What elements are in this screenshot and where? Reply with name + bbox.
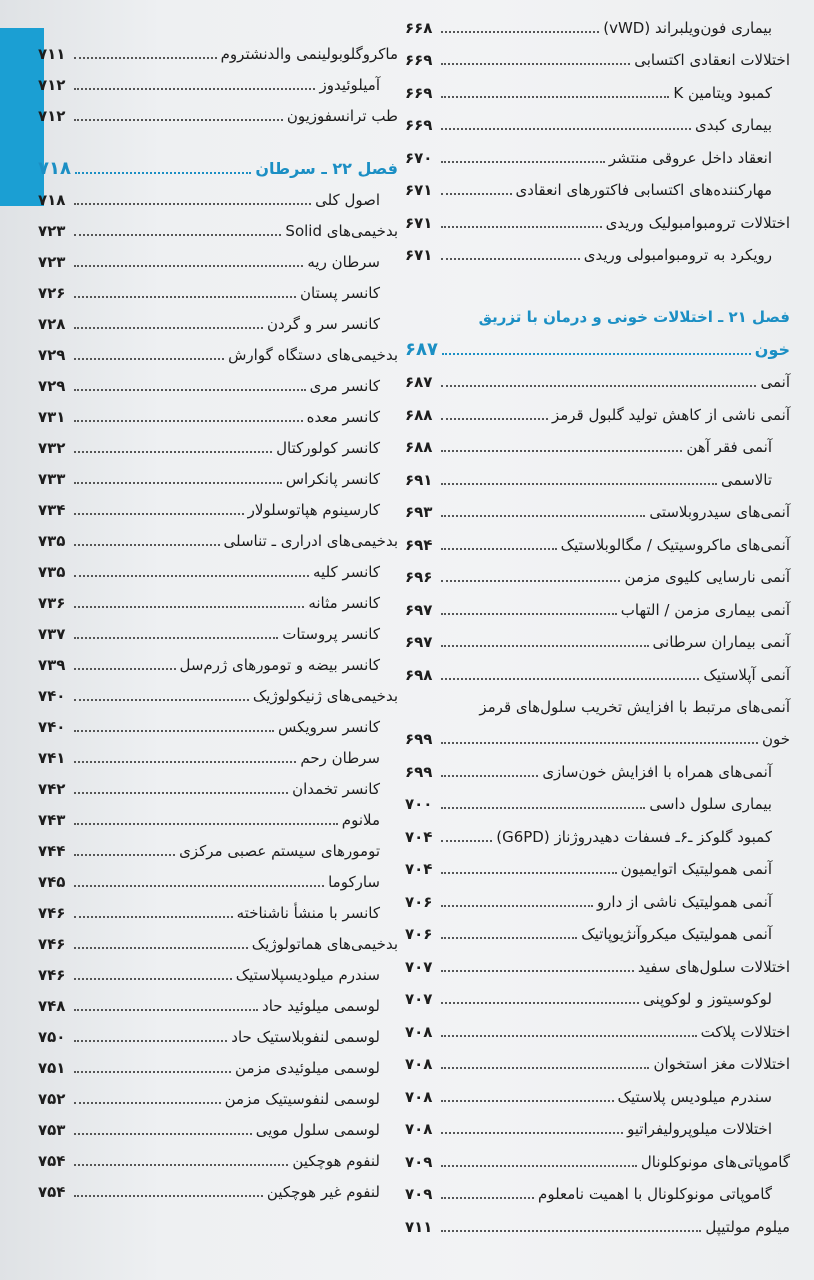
- leader-dots: [441, 1002, 639, 1004]
- toc-entry-title: تومورهای سیستم عصبی مرکزی: [179, 842, 380, 860]
- toc-entry-page: ۷۱۸: [38, 191, 66, 209]
- toc-entry-title: اختلالات مغز استخوان: [653, 1055, 790, 1073]
- toc-entry-title: کانسر سر و گردن: [266, 315, 380, 333]
- toc-entry-page: ۷۰۶: [405, 892, 433, 911]
- toc-entry[interactable]: [405, 1106, 790, 1139]
- leader-dots: [441, 970, 634, 972]
- leader-dots: [74, 203, 311, 205]
- toc-entry-page: ۷۵۱: [38, 1059, 66, 1077]
- toc-entry[interactable]: [405, 781, 790, 814]
- chapter-21-heading-row[interactable]: [405, 326, 790, 359]
- wrapped-entry-line2: خون: [761, 730, 790, 748]
- leader-dots: [74, 88, 315, 90]
- toc-entry[interactable]: [405, 911, 790, 944]
- toc-entry-title: رویکرد به ترومبوامبولی وریدی: [583, 246, 772, 264]
- toc-entry-page: ۷۵۳: [38, 1121, 66, 1139]
- toc-entry[interactable]: [405, 554, 790, 587]
- toc-entry[interactable]: [405, 651, 790, 684]
- chapter-21-page: ۶۸۷: [405, 338, 438, 360]
- leader-dots: [441, 483, 717, 485]
- toc-entry-title: انعقاد داخل عروقی منتشر: [608, 148, 772, 167]
- toc-entry-title: کارسینوم هپاتوسلولار: [247, 501, 380, 519]
- leader-dots: [441, 63, 630, 65]
- toc-entry-page: ۷۰۴: [405, 860, 433, 878]
- chapter-22-heading-text: فصل ۲۲ ـ سرطان: [255, 159, 398, 178]
- toc-entry-title: آنمی فقر آهن: [686, 438, 772, 456]
- toc-entry[interactable]: [38, 32, 398, 63]
- toc-entry[interactable]: [38, 860, 398, 891]
- chapter-22-heading[interactable]: [38, 147, 398, 178]
- toc-entry-page: ۶۸۸: [405, 438, 433, 456]
- chapter-21-heading-line1: فصل ۲۱ ـ اختلالات خونی و درمان با تزریق: [478, 308, 790, 326]
- toc-entry-page: ۷۰۴: [405, 827, 433, 846]
- leader-dots: [74, 1195, 263, 1197]
- toc-entry[interactable]: [38, 767, 398, 798]
- toc-entry[interactable]: [38, 63, 398, 94]
- toc-entry[interactable]: [405, 391, 790, 424]
- toc-entry-page: ۷۰۷: [405, 990, 433, 1008]
- leader-dots: [441, 613, 617, 615]
- toc-entry[interactable]: [405, 619, 790, 652]
- toc-entry[interactable]: [38, 1015, 398, 1046]
- toc-entry-page: ۷۰۹: [405, 1185, 433, 1203]
- toc-entry-title: آنمی آپلاستیک: [703, 665, 790, 684]
- leader-dots: [74, 1071, 231, 1073]
- toc-entry-title: کمبود ویتامین K: [673, 83, 772, 102]
- leader-dots: [441, 1067, 649, 1069]
- leader-dots: [74, 699, 249, 701]
- leader-dots: [74, 1102, 221, 1104]
- toc-entry-page: ۷۴۱: [38, 749, 66, 767]
- leader-dots: [74, 916, 233, 918]
- toc-entry-page: ۷۳۳: [38, 470, 66, 488]
- toc-entry[interactable]: [38, 953, 398, 984]
- toc-entry[interactable]: [38, 209, 398, 240]
- toc-entry-page: ۶۹۷: [405, 633, 433, 651]
- toc-entry-page: ۷۲۳: [38, 222, 66, 240]
- leader-dots: [74, 761, 296, 763]
- leader-dots: [441, 1035, 697, 1037]
- toc-entry-page: ۷۴۶: [38, 904, 66, 922]
- toc-entry-page: ۷۵۲: [38, 1090, 66, 1108]
- leader-dots: [441, 515, 645, 517]
- toc-entry[interactable]: [38, 488, 398, 519]
- toc-entry[interactable]: [405, 199, 790, 232]
- toc-entry-page: ۷۰۹: [405, 1152, 433, 1171]
- toc-entry-title: کانسر معده: [306, 408, 380, 426]
- toc-entry-title: آنمی بیماران سرطانی: [652, 633, 790, 651]
- leader-dots: [74, 513, 244, 515]
- toc-entry-title: کانسر با منشأ ناشناخته: [236, 904, 380, 922]
- toc-entry-title: اختلالات انعقادی اکتسابی: [634, 51, 790, 69]
- toc-entry[interactable]: [38, 798, 398, 829]
- toc-entry-page: ۷۴۰: [38, 687, 66, 705]
- toc-entry[interactable]: [405, 456, 790, 489]
- toc-entry-title: کانسر کولورکتال: [276, 439, 380, 457]
- toc-entry-page: ۷۰۸: [405, 1087, 433, 1106]
- toc-entry[interactable]: [38, 984, 398, 1015]
- toc-entry-page: ۷۴۶: [38, 966, 66, 984]
- toc-entry-title: کانسر پروستات: [282, 625, 380, 643]
- leader-dots: [441, 1100, 614, 1102]
- toc-entry-page: ۷۳۱: [38, 408, 66, 426]
- leader-dots: [441, 775, 538, 777]
- toc-entry-page: ۶۹۹: [405, 730, 433, 748]
- toc-entry-page: ۷۴۵: [38, 873, 66, 891]
- toc-entry[interactable]: [405, 1073, 790, 1106]
- toc-entry-title: لوسمی میلوئید حاد: [262, 997, 380, 1015]
- toc-entry-title: اختلالات ترومبوامبولیک وریدی: [605, 213, 790, 232]
- toc-entry-page: ۷۳۵: [38, 563, 66, 581]
- toc-entry-title: آنمی بیماری مزمن / التهاب: [620, 600, 790, 619]
- toc-entry-title: بدخیمی‌های ادراری ـ تناسلی: [223, 532, 398, 550]
- leader-dots: [441, 450, 682, 452]
- toc-entry-title: مهارکننده‌های اکتسابی فاکتورهای انعقادی: [515, 181, 772, 199]
- leader-dots: [74, 730, 274, 732]
- toc-entry-title: لوسمی لنفوبلاستیک حاد: [231, 1028, 380, 1046]
- leader-dots: [441, 1132, 623, 1134]
- leader-dots: [441, 645, 649, 647]
- toc-entry-page: ۷۱۲: [38, 76, 66, 94]
- toc-entry[interactable]: [405, 1203, 790, 1236]
- toc-entry[interactable]: [38, 457, 398, 488]
- toc-entry-page: ۷۵۰: [38, 1028, 66, 1046]
- leader-dots: [74, 234, 281, 236]
- toc-entry[interactable]: [38, 581, 398, 612]
- toc-entry-page: ۷۴۰: [38, 718, 66, 736]
- toc-entry[interactable]: [405, 943, 790, 976]
- toc-entry[interactable]: [38, 1170, 398, 1201]
- toc-entry-title: لوسمی لنفوسیتیک مزمن: [224, 1090, 380, 1108]
- toc-entry-title: کمبود گلوکز ـ۶ـ فسفات دهیدروژناز (G6PD): [496, 827, 772, 846]
- toc-entry-page: ۷۳۶: [38, 594, 66, 612]
- toc-entry[interactable]: [38, 550, 398, 581]
- toc-entry[interactable]: [38, 705, 398, 736]
- toc-entry[interactable]: [405, 1138, 790, 1171]
- leader-dots: [74, 544, 220, 546]
- toc-entry-page: ۷۵۴: [38, 1152, 66, 1170]
- toc-entry[interactable]: [38, 829, 398, 860]
- toc-entry-title: کانسر سرویکس: [278, 718, 380, 736]
- toc-entry-page: ۶۷۱: [405, 181, 433, 199]
- toc-entry-page: ۷۴۸: [38, 997, 66, 1015]
- toc-entry[interactable]: [405, 359, 790, 392]
- chapter-21-heading: [405, 294, 790, 326]
- toc-entry-page: ۷۰۰: [405, 795, 433, 813]
- right-later-entries: [405, 748, 790, 1236]
- toc-entry-title: لوسمی میلوئیدی مزمن: [235, 1059, 380, 1077]
- toc-entry[interactable]: [405, 134, 790, 167]
- toc-entry-title: لنفوم غیر هوچکین: [266, 1183, 380, 1201]
- leader-dots: [441, 226, 602, 228]
- chapter-21-heading-line2: خون: [754, 339, 790, 359]
- leader-dots: [441, 1165, 637, 1167]
- toc-entry-page: ۶۸۸: [405, 405, 433, 424]
- toc-entry-page: ۷۰۸: [405, 1120, 433, 1138]
- toc-entry-page: ۶۶۹: [405, 83, 433, 102]
- leader-dots: [441, 872, 617, 874]
- leader-dots: [441, 807, 645, 809]
- leader-dots: [74, 854, 175, 856]
- toc-entry-page: ۶۶۸: [405, 18, 433, 37]
- toc-entry-page: ۶۹۶: [405, 568, 433, 586]
- toc-entry-title: میلوم مولتیپل: [705, 1217, 790, 1236]
- toc-entry-page: ۶۹۹: [405, 762, 433, 781]
- toc-entry-page: ۷۵۴: [38, 1183, 66, 1201]
- leader-dots: [74, 451, 272, 453]
- leader-dots: [74, 823, 338, 825]
- toc-entry-page: ۷۱۱: [405, 1217, 433, 1236]
- toc-entry[interactable]: [38, 364, 398, 395]
- toc-entry-page: ۷۴۶: [38, 935, 66, 953]
- leader-dots: [441, 193, 512, 195]
- toc-entry[interactable]: [405, 1171, 790, 1204]
- toc-entry-title: کانسر پانکراس: [285, 470, 380, 488]
- toc-entry-page: ۷۲۹: [38, 377, 66, 395]
- toc-entry-title: لوکوسیتوز و لوکوپنی: [642, 990, 772, 1008]
- toc-entry-page: ۶۶۹: [405, 51, 433, 69]
- toc-entry[interactable]: [38, 240, 398, 271]
- wrapped-entry-line1: [405, 684, 790, 716]
- toc-entry-page: ۷۰۸: [405, 1022, 433, 1041]
- toc-entry-title: آنمی همولیتیک اتوایمیون: [620, 860, 772, 878]
- leader-dots: [441, 742, 758, 744]
- toc-entry-title: کانسر بیضه و تومورهای ژرم‌سل: [179, 656, 380, 674]
- toc-entry[interactable]: [38, 736, 398, 767]
- leader-dots: [75, 172, 251, 174]
- toc-entry-title: کانسر مری: [309, 377, 380, 395]
- toc-right-column: [405, 4, 790, 1236]
- chapter-21-entries: [405, 359, 790, 684]
- toc-entry-title: کانسر تخمدان: [292, 780, 380, 798]
- leader-dots: [441, 678, 699, 680]
- toc-entry-page: ۷۱۱: [38, 45, 66, 63]
- leader-dots: [441, 128, 691, 130]
- toc-entry-title: سندرم میلودیس پلاستیک: [617, 1087, 772, 1106]
- toc-entry[interactable]: [405, 748, 790, 781]
- toc-entry[interactable]: [38, 1139, 398, 1170]
- toc-entry-title: لوسمی سلول مویی: [255, 1121, 380, 1139]
- toc-entry-title: کانسر مثانه: [308, 594, 380, 612]
- leader-dots: [74, 575, 309, 577]
- toc-entry-title: اصول کلی: [315, 191, 380, 209]
- leader-dots: [74, 637, 278, 639]
- toc-entry-page: ۶۷۱: [405, 246, 433, 264]
- toc-entry[interactable]: [405, 424, 790, 457]
- toc-entry-title: ماکروگلوبولینمی والدنشتروم: [220, 45, 398, 63]
- toc-entry[interactable]: [405, 232, 790, 265]
- toc-entry-page: ۷۳۹: [38, 656, 66, 674]
- toc-entry[interactable]: [38, 333, 398, 364]
- leader-dots: [74, 420, 303, 422]
- toc-entry-title: اختلالات سلول‌های سفید: [637, 957, 790, 976]
- toc-entry-page: ۷۰۸: [405, 1055, 433, 1073]
- toc-entry[interactable]: [405, 976, 790, 1009]
- toc-entry[interactable]: [405, 102, 790, 135]
- leader-dots: [74, 606, 304, 608]
- toc-entry-page: ۶۸۷: [405, 373, 433, 391]
- leader-dots: [441, 937, 577, 939]
- toc-entry-page: ۷۴۴: [38, 842, 66, 860]
- toc-left-column: [38, 32, 398, 1201]
- toc-entry[interactable]: [38, 302, 398, 333]
- toc-entry-page: ۶۹۳: [405, 503, 433, 521]
- leader-dots: [74, 1164, 288, 1166]
- toc-entry-title: سندرم میلودیسپلاستیک: [235, 966, 380, 984]
- toc-entry-title: آنمی همولیتیک ناشی از دارو: [596, 892, 772, 911]
- toc-entry-title: لنفوم هوچکین: [292, 1152, 380, 1170]
- toc-entry-page: ۷۰۷: [405, 957, 433, 976]
- toc-entry[interactable]: [38, 1077, 398, 1108]
- toc-entry-title: آنمی‌های سیدروبلاستی: [649, 503, 790, 521]
- leader-dots: [74, 57, 217, 59]
- leader-dots: [441, 161, 605, 163]
- leader-dots: [441, 548, 557, 550]
- toc-entry-page: ۷۳۷: [38, 625, 66, 643]
- leader-dots: [441, 840, 492, 842]
- leader-dots: [74, 885, 324, 887]
- toc-entry-title: بیماری سلول داسی: [649, 795, 772, 813]
- leader-dots: [441, 418, 548, 420]
- toc-entry[interactable]: [38, 612, 398, 643]
- leader-dots: [74, 1133, 252, 1135]
- leader-dots: [74, 482, 282, 484]
- toc-entry[interactable]: [405, 4, 790, 37]
- toc-entry-title: کانسر کلیه: [313, 563, 380, 581]
- toc-entry[interactable]: [405, 716, 790, 749]
- toc-entry[interactable]: [38, 94, 398, 125]
- toc-entry[interactable]: [38, 1108, 398, 1139]
- toc-entry-page: ۷۳۴: [38, 501, 66, 519]
- toc-entry-page: ۷۴۲: [38, 780, 66, 798]
- toc-entry[interactable]: [405, 167, 790, 200]
- wrapped-entry-text: آنمی‌های مرتبط با افزایش تخریب سلول‌های قرمز: [479, 697, 790, 716]
- toc-entry-title: اختلالات پلاکت: [700, 1022, 790, 1041]
- leader-dots: [74, 1040, 227, 1042]
- left-top-entries: [38, 32, 398, 125]
- toc-entry-page: ۶۹۴: [405, 535, 433, 554]
- toc-entry[interactable]: [38, 519, 398, 550]
- toc-entry-title: اختلالات میلوپرولیفراتیو: [627, 1120, 772, 1138]
- toc-entry-page: ۷۲۹: [38, 346, 66, 364]
- toc-entry[interactable]: [38, 922, 398, 953]
- toc-entry-title: بدخیمی‌های ژنیکولوژیک: [252, 687, 398, 705]
- leader-dots: [442, 353, 751, 355]
- leader-dots: [74, 792, 288, 794]
- toc-entry-page: ۷۰۶: [405, 925, 433, 943]
- toc-entry[interactable]: [38, 891, 398, 922]
- leader-dots: [74, 358, 224, 360]
- toc-entry[interactable]: [38, 271, 398, 302]
- toc-entry[interactable]: [38, 643, 398, 674]
- leader-dots: [74, 947, 248, 949]
- right-top-entries: [405, 4, 790, 264]
- toc-entry-page: ۷۲۶: [38, 284, 66, 302]
- leader-dots: [74, 265, 303, 267]
- toc-entry[interactable]: [405, 586, 790, 619]
- leader-dots: [74, 327, 263, 329]
- toc-entry-title: بدخیمی‌های دستگاه گوارش: [228, 346, 398, 364]
- toc-entry-title: آنمی ناشی از کاهش تولید گلبول قرمز: [551, 405, 790, 424]
- toc-entry-page: ۷۲۳: [38, 253, 66, 271]
- toc-entry-page: ۶۶۹: [405, 116, 433, 134]
- toc-entry-title: ملانوم: [341, 811, 380, 829]
- toc-entry-page: ۷۴۳: [38, 811, 66, 829]
- toc-entry-title: آنمی‌های ماکروسیتیک / مگالوبلاستیک: [560, 535, 790, 554]
- leader-dots: [441, 905, 593, 907]
- toc-entry-title: سرطان ریه: [307, 253, 380, 271]
- toc-entry-page: ۶۹۷: [405, 600, 433, 619]
- chapter-22-entries: [38, 178, 398, 1201]
- leader-dots: [441, 385, 756, 387]
- toc-entry-page: ۶۹۱: [405, 470, 433, 489]
- toc-entry-title: گاموپاتی مونوکلونال با اهمیت نامعلوم: [538, 1185, 772, 1203]
- toc-entry[interactable]: [405, 1008, 790, 1041]
- toc-entry[interactable]: [405, 69, 790, 102]
- toc-entry[interactable]: [38, 395, 398, 426]
- toc-entry-title: سارکوما: [328, 873, 380, 891]
- toc-entry-page: ۷۱۲: [38, 107, 66, 125]
- leader-dots: [441, 1197, 534, 1199]
- leader-dots: [74, 978, 232, 980]
- leader-dots: [74, 296, 296, 298]
- toc-entry-title: آمیلوئیدوز: [319, 76, 380, 94]
- toc-entry[interactable]: [405, 521, 790, 554]
- leader-dots: [74, 668, 176, 670]
- toc-entry[interactable]: [405, 813, 790, 846]
- toc-entry-title: گاموپاتی‌های مونوکلونال: [640, 1152, 790, 1171]
- toc-entry-title: بدخیمی‌های هماتولوژیک: [251, 935, 398, 953]
- toc-entry[interactable]: [405, 846, 790, 879]
- toc-entry[interactable]: [405, 1041, 790, 1074]
- toc-entry-page: ۷۳۲: [38, 439, 66, 457]
- leader-dots: [441, 580, 620, 582]
- toc-entry-page: ۷۳۵: [38, 532, 66, 550]
- toc-entry[interactable]: [405, 878, 790, 911]
- toc-entry-title: تالاسمی: [720, 470, 772, 489]
- toc-entry[interactable]: [405, 37, 790, 70]
- leader-dots: [441, 258, 580, 260]
- toc-entry-title: کانسر پستان: [300, 284, 380, 302]
- toc-entry-page: ۶۹۸: [405, 665, 433, 684]
- toc-entry-title: آنمی: [760, 373, 790, 391]
- toc-entry[interactable]: [38, 1046, 398, 1077]
- toc-entry[interactable]: [38, 674, 398, 705]
- leader-dots: [74, 389, 306, 391]
- toc-entry-title: بیماری کبدی: [695, 116, 772, 134]
- toc-entry-title: آنمی‌های همراه با افزایش خون‌سازی: [542, 762, 772, 781]
- leader-dots: [441, 1230, 701, 1232]
- leader-dots: [74, 119, 283, 121]
- toc-entry-title: بدخیمی‌های Solid: [285, 222, 398, 240]
- toc-entry-page: ۶۷۰: [405, 148, 433, 167]
- toc-entry-page: ۶۷۱: [405, 213, 433, 232]
- toc-entry-title: آنمی همولیتیک میکروآنژیوپاتیک: [581, 925, 772, 943]
- chapter-22-page: ۷۱۸: [38, 158, 71, 179]
- leader-dots: [441, 31, 599, 33]
- toc-entry[interactable]: [38, 426, 398, 457]
- toc-entry-title: بیماری فون‌ویلبراند (vWD): [603, 18, 772, 37]
- toc-entry[interactable]: [405, 489, 790, 522]
- leader-dots: [441, 96, 669, 98]
- leader-dots: [74, 1009, 258, 1011]
- toc-entry-title: آنمی نارسایی کلیوی مزمن: [624, 568, 790, 586]
- toc-entry-page: ۷۲۸: [38, 315, 66, 333]
- toc-entry[interactable]: [38, 178, 398, 209]
- toc-entry-title: طب ترانسفوزیون: [286, 107, 398, 125]
- toc-entry-title: سرطان رحم: [300, 749, 380, 767]
